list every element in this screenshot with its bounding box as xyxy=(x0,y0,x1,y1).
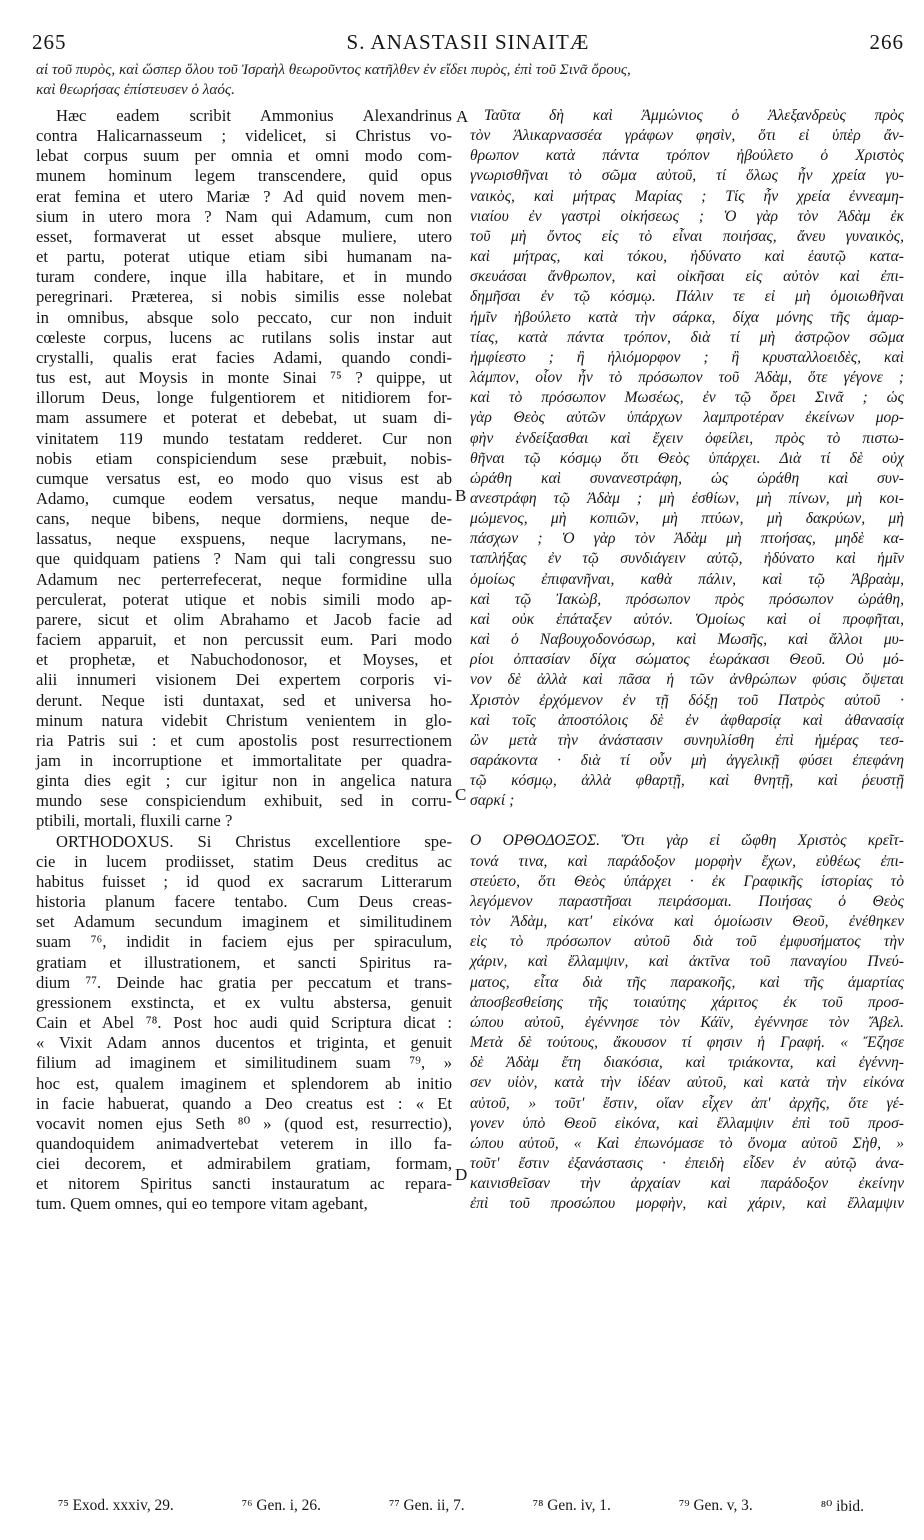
latin-line: lassatus, neque exspuens, neque lacrymans, ne- xyxy=(36,529,452,549)
latin-line: dium ⁷⁷. Deinde hac gratia per peccatum et trans- xyxy=(36,972,452,992)
latin-line: que quidquam patiens ? Nam qui tali congressu suo xyxy=(36,549,452,569)
latin-line: tus est, aut Moysis in monte Sinai ⁷⁵ ? quippe, ut xyxy=(36,368,452,388)
greek-line: ανεστράφη τῷ Ἀδὰμ ; μὴ ἐσθίων, μὴ πίνων, μὴ κοι- xyxy=(470,489,904,507)
latin-line: contra Halicarnasseum ; videlicet, si Christus vo- xyxy=(36,126,452,146)
latin-line: perculerat, poterat utique et nobis simili modo ap- xyxy=(36,589,452,609)
latin-line: jam in incorruptione et immortalitate per quadra- xyxy=(36,751,452,770)
greek-line: τοῦ μὴ ὄντος εἰς τὸ εἶναι ποιήσας, ἄνευ γυναικὸς, xyxy=(470,227,904,245)
latin-line: esset, formaverat ut esset absque muliere, utero xyxy=(36,226,452,246)
greek-line: σκευάσαι ἄνθρωπον, καὶ οἰκῆσαι εἰς αὐτὸν καὶ ἐπι- xyxy=(470,268,904,286)
greek-line: γονεν ὑπὸ Θεοῦ εἰκόνα, καὶ ἔλλαμψιν ἐπὶ τοῦ προσ- xyxy=(470,1114,904,1132)
latin-line: crystalli, qualis erat facies Adami, quando condi- xyxy=(36,347,452,367)
greek-line: καινισθεῖσαν τὴν ἀρχαίαν καὶ παράδοξον ἐκείνην xyxy=(470,1175,904,1193)
latin-line: alii innumeri visionem Dei expertem corporis vi- xyxy=(36,670,452,690)
latin-line: filium ad imaginem et similitudinem suam ⁷⁹, » xyxy=(36,1053,452,1073)
greek-line: καὶ τοῖς ἀποστόλοις δὲ ἐν ἀφθαρσίᾳ καὶ ἀθανασίᾳ xyxy=(470,711,904,729)
latin-line: mundo sese conspiciendum exhibuit, sed in corru- xyxy=(36,791,452,811)
greek-line: ἡμῖν ἠβούλετο κατὰ τὴν σάρκα, δίχα μόνης τῆς ἁμαρ- xyxy=(470,308,904,326)
latin-line: sium in utero mora ? Nam qui Adamum, cum non xyxy=(36,206,452,226)
greek-line: σεν υἱὸν, κατὰ τὴν ἰδέαν αὐτοῦ, καὶ κατὰ τὴν εἰκόνα xyxy=(470,1074,904,1092)
footnote-77: ⁷⁷ Gen. ii, 7. xyxy=(388,1497,465,1514)
greek-line: δημῆσαι ἐν τῷ κόσμῳ. Πάλιν τε εἰ μὴ ὁμοιωθῆναι xyxy=(470,288,904,306)
greek-line: Ο ΟΡΘΟΔΟΞΟΣ. Ὅτι γὰρ εἰ ὤφθη Χριστὸς κρεῖτ- xyxy=(470,832,904,850)
margin-letter-a: A xyxy=(456,107,469,126)
greek-line: λάμπον, οἷον ἦν τὸ πρόσωπον τοῦ Ἀδὰμ, ὅτε γέγονε ; xyxy=(470,369,904,387)
greek-line: ἀποσβεσθείσης τῆς τοιαύτης χάριτος ἐκ τοῦ προσ- xyxy=(470,993,904,1011)
latin-line: ginta dies egit ; cur igitur non in angelica natura xyxy=(36,771,452,791)
latin-line: Adamum nec perterrefecerat, neque formidine ulla xyxy=(36,569,452,589)
greek-line: τοῦτ' ἔστιν ἐξανάστασις · ἐπειδὴ εἶδεν ἐν αὐτῷ ἀνα- xyxy=(470,1154,904,1172)
latin-line: habitus fuisset ; id quod ex sacrarum Litterarum xyxy=(36,871,452,891)
greek-line: καὶ ὁ Ναβουχοδονόσωρ, καὶ Μωσῆς, καὶ ἄλλοι μυ- xyxy=(470,631,904,649)
latin-line: illorum Deus, longe fulgentiorem et nitidiorem for- xyxy=(36,388,452,408)
latin-line: nobis etiam conspiciendum sese præbuit, nobis- xyxy=(36,448,452,468)
latin-line: derunt. Neque isti duntaxat, sed et universa ho- xyxy=(36,690,452,710)
latin-line: erat femina et utero Mariæ ? Ad quid novem men- xyxy=(36,186,452,206)
greek-line: λεγόμενον παραστῆσαι πειράσομαι. Ποιήσας ὁ Θεὸς xyxy=(470,892,904,910)
latin-line: Hæc eadem scribit Ammonius Alexandrinus xyxy=(56,106,452,125)
greek-line: γὰρ Θεὸς αὐτῶν ὑπάρχων λαμπροτέραν ἐκείνων μορ- xyxy=(470,409,904,427)
greek-line: νιαίου ἐν γαστρὶ οἰκήσεως ; Ὁ γὰρ τὸν Ἀδὰμ ἐκ xyxy=(470,207,904,225)
latin-line: « Vixit Adam annos ducentos et triginta, et genuit xyxy=(36,1033,452,1053)
greek-line: δὲ Ἀδὰμ ἔτη διακόσια, καὶ τριάκοντα, καὶ ἐγέννη- xyxy=(470,1054,904,1072)
latin-line: ciei decorem, et admirabilem gratiam, formam, xyxy=(36,1154,452,1174)
greek-line: θρωπον κατὰ πάντα τρόπον ἠβούλετο ὁ Χριστὸς xyxy=(470,147,904,165)
greek-line: ρίοι ὀπτασίαν δίχα σώματος ἑωράκασι Θεοῦ. Οὐ μό- xyxy=(470,651,904,669)
latin-line: munem hominum legem transcendere, quid opus xyxy=(36,166,452,186)
footnote-80: ⁸⁰ ibid. xyxy=(820,1498,864,1515)
greek-line: τῷ κόσμῳ, ἀλλὰ φθαρτῇ, καὶ θνητῇ, καὶ ῥευστῇ xyxy=(470,772,904,790)
greek-line: καὶ τῷ Ἰακὼβ, πρόσωπον πρὸς πρόσωπον ὡράθη, xyxy=(470,590,904,608)
latin-line: set Adamum secundum imaginem et similitudinem xyxy=(36,912,452,932)
latin-line: cans, neque bibens, neque dormiens, neque de- xyxy=(36,509,452,529)
latin-line: suam ⁷⁶, indidit in faciem ejus per spiraculum, xyxy=(36,932,452,952)
greek-line: εἰς τὸ πρόσωπον αὐτοῦ διὰ τοῦ ἐμφυσήματος τὴν xyxy=(470,933,904,951)
latin-line: lebat corpus suum per omnia et omni modo com- xyxy=(36,146,452,166)
latin-line: Adamo, cumque eodem versatus, neque mandu- xyxy=(36,488,452,508)
footnote-75: ⁷⁵ Exod. xxxiv, 29. xyxy=(58,1497,174,1514)
greek-line: καὶ μήτρας, καὶ τόκου, ἠδύνατο καὶ ἑαυτῷ κατα- xyxy=(470,248,904,266)
latin-line: et prophetæ, et Nabuchodonosor, et Moyses, et xyxy=(36,650,452,670)
latin-line: turam condere, inque illa habitare, et in mundo xyxy=(36,267,452,287)
greek-topline-1: αἱ τοῦ πυρὸς, καὶ ὥσπερ ὅλου τοῦ Ἰσραὴλ θεωροῦντος κατῆλθεν ἐν εἴδει πυρὸς, ἐπὶ τοῦ Σινᾶ ὄρους, xyxy=(36,61,631,78)
latin-line: in omnibus, absque solo peccato, cur non induit xyxy=(36,307,452,327)
page-number-right: 266 xyxy=(869,30,904,54)
greek-line: ὡράθη καὶ συνανεστράφη, ὡς ὡράθη καὶ συν- xyxy=(470,469,904,487)
latin-line: parere, sicut et olim Abrahamo et Jacob facie ad xyxy=(36,609,452,629)
greek-line: αὐτοῦ, » τοῦτ' ἔστιν, οἵαν εἶχεν ἀπ' ἀρχῆς, ὅτε γέ- xyxy=(470,1094,904,1112)
latin-line: ptibili, mortali, fluxili carne ? xyxy=(36,811,233,831)
greek-line: Ταῦτα δὴ καὶ Ἀμμώνιος ὁ Ἀλεξανδρεὺς πρὸς xyxy=(484,107,904,124)
latin-line: Cain et Abel ⁷⁸. Post hoc audi quid Scriptura dicat : xyxy=(36,1013,452,1033)
footnote-76: ⁷⁶ Gen. i, 26. xyxy=(241,1497,321,1514)
page-title: S. ANASTASII SINAITÆ xyxy=(346,30,590,54)
greek-line: Χριστὸν ἐρχόμενον ἐν τῇ δόξῃ τοῦ Πατρὸς αὐτοῦ · xyxy=(470,691,904,709)
greek-continuation-lines xyxy=(36,60,902,100)
running-header xyxy=(32,30,904,60)
greek-line: τίας, κατὰ πάντα τρόπον, διὰ τί μὴ ἀστρῷον σῶμα xyxy=(470,328,904,346)
latin-line: cumque versatus est, eo modo quo visus est ab xyxy=(36,468,452,488)
greek-column xyxy=(470,106,904,1214)
greek-line: στεύετο, ὅτι Θεὸς ὑπάρχει · ἐκ Γραφικῆς ἱστορίας τὸ xyxy=(470,872,904,890)
greek-line: πάσχων ; Ὁ γὰρ τὸν Ἀδὰμ μὴ πτοήσας, μηδὲ κα- xyxy=(470,530,904,548)
margin-letter-c: C xyxy=(455,785,467,804)
latin-line: in facie habuerat, quando a Deo creatus est : « Et xyxy=(36,1093,452,1113)
latin-line: gratiam et illustrationem, et sancti Spiritus ra- xyxy=(36,952,452,972)
greek-line: καὶ οὐκ ἐπάταξεν αὐτόν. Ὁμοίως καὶ οἱ προφῆται, xyxy=(470,610,904,628)
greek-line: καὶ τὸ πρόσωπον Μωσέως, ἐν τῷ ὄρει Σινᾶ ; ὡς xyxy=(470,389,904,407)
greek-line: νον δὲ ἀλλὰ καὶ πᾶσα ἡ τῶν ἀνθρώπων φύσις ὄψεται xyxy=(470,671,904,689)
greek-line: σαράκοντα · διὰ τί οὖν μὴ ἀγγελικῇ φύσει ἐπεφάνη xyxy=(470,752,904,769)
latin-line: tum. Quem omnes, qui eo tempore vitam agebant, xyxy=(36,1194,368,1214)
latin-line: cœleste corpus, lucens ac rutilans solis instar aut xyxy=(36,327,452,347)
greek-line: ματος, εἶτα διὰ τῆς παρακοῆς, καὶ τῆς ἁμαρτίας xyxy=(470,973,904,991)
greek-line: τὸν Ἀδὰμ, κατ' εἰκόνα καὶ ὁμοίωσιν Θεοῦ, ἐνέθηκεν xyxy=(470,913,904,931)
greek-line: χάριν, καὶ ἔλλαμψιν, καὶ ἀκτῖνα τοῦ παναγίου Πνεύ- xyxy=(470,953,904,971)
latin-line: historia planum facere tentabo. Cum Deus creas- xyxy=(36,892,452,912)
greek-line: φὴν ἐνδείξασθαι καὶ ἔχειν ὀφείλει, πρὸς τὸ πιστω- xyxy=(470,429,904,447)
greek-line: μώμενος, μὴ κοπιῶν, μὴ πτύων, μὴ δακρύων, μὴ xyxy=(470,510,904,528)
footnote-78: ⁷⁸ Gen. iv, 1. xyxy=(532,1497,611,1514)
latin-line: vocavit nomen ejus Seth ⁸⁰ » (quod est, resurrectio), xyxy=(36,1113,452,1133)
latin-line: ORTHODOXUS. Si Christus excellentiore spe- xyxy=(56,831,452,851)
footnotes xyxy=(58,1497,864,1516)
latin-line: vinitatem 119 mundo testatam redderet. Cur non xyxy=(36,428,452,448)
greek-line: ώπου αὐτοῦ, ἐγέννησε τὸν Κάϊν, ἐγέννησε τὸν Ἄβελ. xyxy=(470,1013,904,1031)
greek-line: Μετὰ δὲ τούτους, ἄκουσον τί φησιν ἡ Γραφή. « Ἔζησε xyxy=(470,1034,904,1052)
latin-line: peregrinari. Præterea, si nobis similis esse nolebat xyxy=(36,287,452,307)
paragraph-gap xyxy=(470,811,904,831)
greek-line: τὸν Ἁλικαρνασσέα γράφων φησὶν, ὅτι εἰ ὑπὲρ ἄν- xyxy=(470,127,904,145)
latin-line: ria Patris sui : et cum apostolis post resurrectionem xyxy=(36,730,452,750)
latin-column xyxy=(36,106,452,1215)
latin-line: quandoquidem animadvertebat veterem in illo fa- xyxy=(36,1133,452,1153)
latin-line: minum natura videbit Christum venientem in glo- xyxy=(36,710,452,730)
margin-letter-b: B xyxy=(455,486,467,505)
greek-line: θῆναι τῷ κόσμῳ ὅτι Θεὸς ὑπάρχει. Διὰ τί δὲ οὐχ xyxy=(470,449,904,467)
latin-line: gressionem exstincta, et ex vultu abstersa, genuit xyxy=(36,992,452,1012)
margin-letter-d: D xyxy=(455,1165,468,1184)
latin-line: et nitorem Spiritus sancti instauratum ac repara- xyxy=(36,1174,452,1194)
latin-line: faciem apparuit, et non percussit eum. Pari modo xyxy=(36,630,452,650)
latin-line: hoc est, qualem imaginem et splendorem ab initio xyxy=(36,1073,452,1093)
footnote-79: ⁷⁹ Gen. v, 3. xyxy=(678,1497,753,1514)
greek-line: ἠμφίεστο ; ἢ ἡλιόμορφον ; ἢ κρυσταλλοειδὲς, καὶ xyxy=(470,348,904,366)
latin-line: cie in lucem prodiisset, statim Deus creditus ac xyxy=(36,851,452,871)
greek-line: ὢν μετὰ τὴν ἀνάστασιν συνηυλίσθη ἐπὶ ἡμέρας τεσ- xyxy=(470,731,904,749)
greek-line: ἐπὶ τοῦ προσώπου μορφὴν, καὶ χάριν, καὶ ἔλλαμψιν xyxy=(470,1195,904,1213)
greek-line: ναικὸς, καὶ μήτρας Μαρίας ; Τίς ἦν χρεία ἐννεαμη- xyxy=(470,187,904,205)
greek-line: σαρκί ; xyxy=(470,792,515,810)
greek-line: τονά τινα, καὶ παράδοξον μορφὴν ἔχων, εὐθέως ἐπι- xyxy=(470,852,904,870)
page-number-left: 265 xyxy=(32,30,67,54)
latin-line: et partu, poterat utique etiam sibi humanam na- xyxy=(36,247,452,267)
greek-line: γνωρισθῆναι τὸ σῶμα αὐτοῦ, τί ὅλως ἦν χρεία γυ- xyxy=(470,167,904,185)
latin-line: mam assumere et poterat et debebat, ut suam di- xyxy=(36,408,452,428)
greek-topline-2: καὶ θεωρήσας ἐπίστευσεν ὁ λαός. xyxy=(36,81,235,98)
greek-line: ταπλήξας ἐν τῷ συνδιάγειν αὐτῷ, ἠδύνατο καὶ ἡμῖν xyxy=(470,550,904,568)
greek-line: ώπου αὐτοῦ, « Καὶ ἐπωνόμασε τὸ ὄνομα αὐτοῦ Σὴθ, » xyxy=(470,1134,904,1152)
greek-line: ὁμοίως ἐπιφανῆναι, καθὰ πάλιν, καὶ τῷ Ἀβραὰμ, xyxy=(470,570,904,588)
